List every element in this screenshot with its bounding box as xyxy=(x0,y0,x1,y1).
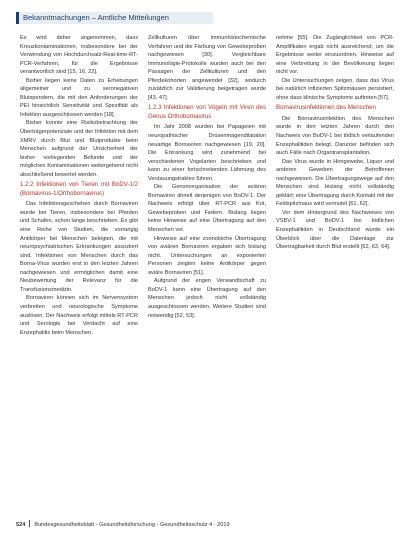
paragraph: Es wird daher angenommen, dass Kreuzkontaminationen, insbesondere bei der Verwendung von Hochdurchsatz-Real-time-RT-PCR-Verfahren, für die Ergebnisse verantwortlich sind [15, 16, 22]. xyxy=(20,35,138,76)
page-number: 524 xyxy=(16,522,26,528)
paragraph: Vor dem Hintergrund des Nachweises von VSBV-1 und BoDV-1 bei tödlichen Enzephalitiden in Deutschland wurde ein Überblick über die Datenlage zur Übertragbarkeit durch Blut erstellt [62, 63, 64]. xyxy=(276,209,394,251)
text-column-3 xyxy=(276,34,394,504)
journal-citation: Bundesgesundheitsblatt - Gesundheitsforschung - Gesundheitsschutz 4 · 2019 xyxy=(34,522,230,528)
paragraph: Die Bornavirusinfektion des Menschen wurde in den letzten Jahren durch den Nachweis von BoDV-1 bei tödlich verlaufenden Enzephalitiden belegt. Darunter befinden sich auch Fälle nach Organtransplantation. xyxy=(276,115,394,157)
paragraph: Zellkulturen über immunhistochemische Verfahren und die Färbung von Gewebeproben nachgewiesen [30]. Vergleichbare Immunologie-Protokolle wurden auch bei den Passagen der Zellkulturen und den Pferdekohorten angewendet [32], wodurch zusätzlich zur Validierung beigetragen wurde [43, 47]. xyxy=(148,35,266,101)
paragraph: Die Untersuchungen zeigen, dass das Virus bei natürlich infizierten Spitzmäusen persistiert, ohne dass klinische Symptome auftreten [57]. xyxy=(276,77,394,101)
paragraph: Bisher konnte eine Risikobetrachtung der Überträgerpotenziale und der Infektion mit dem XMRV durch Blut und Blutprodukte beim Menschen aufgrund der Unsicherheit der bisher vorliegenden Befunde und der möglichen Kontaminationen weitergehend nicht abschließend bewertet werden. xyxy=(20,120,138,178)
section-subheading: 1.2.3 Infektionen von Vögeln mit Viren des Genus Orthobornavirus xyxy=(148,104,266,120)
text-column-1 xyxy=(20,34,138,506)
paragraph: Aufgrund der engen Verwandtschaft zu BoDV-1 kann eine Übertragung auf den Menschen jedoch nicht vollständig ausgeschlossen werden. Weitere Studien sind notwendig [52, 53]. xyxy=(148,278,266,319)
paragraph: Bisher liegen keine Daten zu Erhebungen allgemeiner und zu seronegativen Blutspendern, die mit den Anforderungen der PEI hinsichtlich Sensitivität und Spezifität als Infektion ausgeschlossen werden [18]. xyxy=(20,77,138,118)
paragraph: Im Jahr 2008 wurden bei Papageien mit neuropathischer Drüsenmagendilatation neuartige Bornaviren nachgewiesen [19, 20]. Die Erkrankung wird zunehmend bei verschiedenen Vogelarten beschrieben und kann zu einer fortschreitenden Lähmung des Verdauungstraktes führen. xyxy=(148,124,266,182)
paragraph: nehme [55]. Die Zugänglichkeit von PCR-Amplifikaten ergab nicht ausreichend, um die Ergebnisse weiter einzuordnen. Hinweise auf eine Verbreitung in der Bevölkerung liegen nicht vor. xyxy=(276,35,394,76)
section-subheading: 1.2.2 Infektionen von Tieren mit BoDV-1/2 (Bornavirus-1/Orthobornavirus) xyxy=(20,181,138,197)
paragraph: Bornaviren können sich im Nervensystem verbreiten und neurologische Symptome auslösen. Der Nachweis erfolgt mittels RT-PCR und Serologie bei Verdacht auf eine Enzephalitis beim Menschen. xyxy=(20,295,138,336)
section-subheading: Bornavirusinfektionen des Menschen xyxy=(276,104,376,112)
text-column-2 xyxy=(148,34,266,504)
section-header: Bekanntmachungen – Amtliche Mitteilungen xyxy=(16,12,213,24)
paragraph: Das Infektionsgeschehen durch Bornaviren wurde bei Tieren, insbesondere bei Pferden und Schafen, schon lange beschrieben. Es gibt eine Reihe von Studien, die vorrangig Antikörper bei Menschen belegten, die mit neuropsychiatrischen Erkrankungen assoziiert sind. Infektionen von Menschen durch das Borna-Virus wurden erst in den letzten Jahren nachgewiesen und ermöglichen damit eine Neubewertung der Relevanz für die Transfusionsmedizin. xyxy=(20,201,138,293)
paragraph: Das Virus wurde in Hirngewebe, Liquor und anderen Geweben der Betroffenen nachgewiesen. Die Übertragungswege auf den Menschen sind bislang nicht vollständig geklärt; eine Übertragung durch Kontakt mit der Feldspitzmaus wird vermutet [61, 62]. xyxy=(276,158,394,208)
paragraph: Die Genomorganisation der aviären Bornaviren ähnelt derjenigen von BoDV-1. Der Nachweis erfolgt über RT-PCR aus Kot, Gewebeproben und Federn. Bislang liegen keine Hinweise auf eine Übertragung auf den Menschen vor. xyxy=(148,184,266,234)
footer-divider xyxy=(29,520,30,527)
page-footer xyxy=(16,520,230,528)
paragraph: Hinweise auf eine zoonotische Übertragung von aviären Bornaviren ergaben sich bislang nicht. Untersuchungen an exponierten Personen zeigten keine Antikörper gegen aviäre Bornaviren [51]. xyxy=(148,235,266,276)
